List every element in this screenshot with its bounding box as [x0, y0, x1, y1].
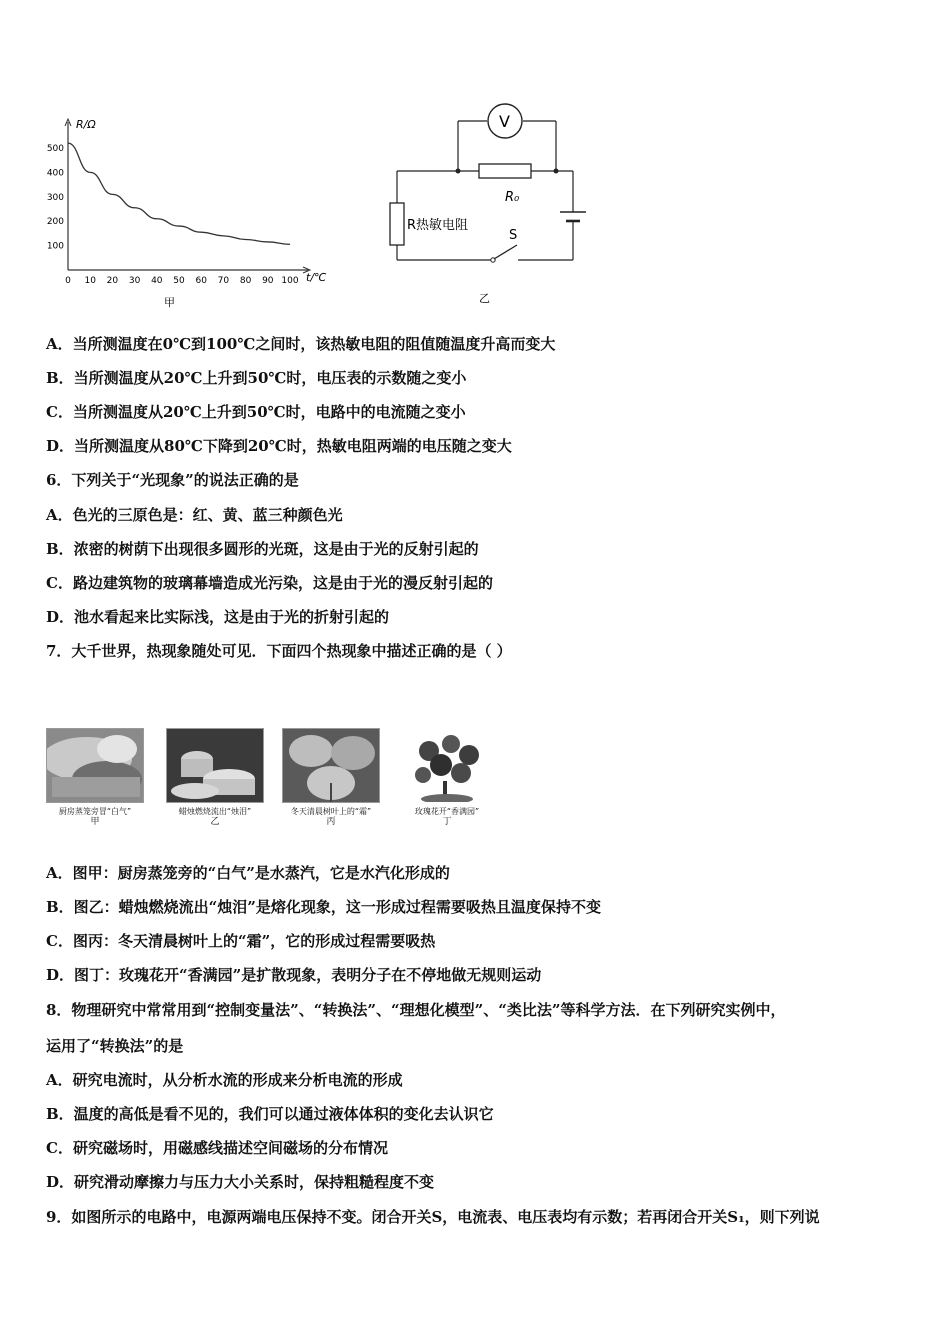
- option-8a: A．研究电流时，从分析水流的形成来分析电流的形成: [46, 1071, 403, 1089]
- graph-caption: 甲: [164, 296, 175, 309]
- photo-label: 甲: [90, 817, 100, 827]
- question-6: 6．下列关于“光现象”的说法正确的是: [46, 471, 299, 489]
- resistor-r0-icon: [479, 164, 531, 178]
- question-8-cont: 运用了“转换法”的是: [46, 1037, 184, 1055]
- resistance-curve: [68, 143, 290, 244]
- graph-axes: [65, 119, 310, 273]
- photo-frost: [282, 728, 380, 828]
- junction-dot: [456, 169, 461, 174]
- option-6b: B．浓密的树荫下出现很多圆形的光斑，这是由于光的反射引起的: [46, 540, 479, 558]
- x-tick-label: 90: [262, 276, 274, 286]
- option-7b: B．图乙：蜡烛燃烧流出“烛泪”是熔化现象，这一形成过程需要吸热且温度保持不变: [46, 898, 601, 916]
- photo-caption: 冬天清晨树叶上的“霜”: [290, 807, 372, 816]
- x-tick-label: 0: [65, 276, 71, 286]
- photo-strip: [46, 728, 506, 836]
- photo-steamer: [46, 728, 144, 828]
- option-6c: C．路边建筑物的玻璃幕墙造成光污染，这是由于光的漫反射引起的: [46, 574, 493, 592]
- x-tick-label: 30: [128, 276, 141, 286]
- switch-label: S: [509, 228, 518, 243]
- option-5b: B．当所测温度从20℃上升到50℃时，电压表的示数随之变小: [46, 369, 467, 387]
- x-axis-label: t/℃: [306, 271, 327, 284]
- option-5a: A．当所测温度在0℃到100℃之间时，该热敏电阻的阻值随温度升高而变大: [46, 335, 556, 353]
- x-tick-label: 80: [239, 276, 252, 286]
- photo-caption: 厨房蒸笼旁冒“白气”: [58, 807, 132, 816]
- photo-label: 乙: [210, 817, 220, 827]
- x-tick-label: 20: [106, 276, 119, 286]
- option-8c: C．研究磁场时，用磁感线描述空间磁场的分布情况: [46, 1139, 388, 1157]
- r0-label: R₀: [505, 190, 520, 205]
- y-tick-label: 100: [46, 241, 64, 252]
- question-8: 8．物理研究中常常用到“控制变量法”、“转换法”、“理想化模型”、“类比法”等科学方法．在下列研究实例中，: [46, 1001, 786, 1019]
- option-7d: D．图丁：玫瑰花开“香满园”是扩散现象，表明分子在不停地做无规则运动: [46, 966, 542, 984]
- frost-image: [282, 728, 380, 803]
- option-5d: D．当所测温度从80℃下降到20℃时，热敏电阻两端的电压随之变大: [46, 437, 512, 455]
- steamer-image: [46, 728, 144, 803]
- option-8b: B．温度的高低是看不见的，我们可以通过液体体积的变化去认识它: [46, 1105, 494, 1123]
- photo-label: 丁: [442, 817, 452, 827]
- question-7: 7．大千世界，热现象随处可见．下面四个热现象中描述正确的是（ ）: [46, 642, 512, 660]
- y-tick-label: 200: [46, 217, 64, 228]
- circuit-diagram: [375, 100, 595, 315]
- graph-ticks: [47, 144, 299, 286]
- circuit-caption: 乙: [479, 292, 490, 305]
- y-tick-label: 400: [46, 168, 64, 179]
- x-tick-label: 40: [151, 276, 163, 286]
- roses-image: [398, 728, 496, 803]
- option-8d: D．研究滑动摩擦力与压力大小关系时，保持粗糙程度不变: [46, 1173, 435, 1191]
- question-9: 9．如图所示的电路中，电源两端电压保持不变。闭合开关S，电流表、电压表均有示数；若再闭合开关S₁，则下列说: [46, 1208, 820, 1226]
- voltmeter-label: V: [499, 112, 510, 131]
- junction-dot: [554, 169, 559, 174]
- y-axis-label: R/Ω: [76, 118, 96, 131]
- option-6a: A．色光的三原色是：红、黄、蓝三种颜色光: [46, 506, 343, 524]
- x-tick-label: 70: [217, 276, 230, 286]
- resistance-temperature-graph: [40, 110, 340, 320]
- option-6d: D．池水看起来比实际浅，这是由于光的折射引起的: [46, 608, 390, 626]
- photo-roses: [398, 728, 496, 828]
- candle-image: [166, 728, 264, 803]
- y-tick-label: 500: [46, 144, 64, 154]
- photo-label: 丙: [326, 817, 336, 827]
- thermistor-label: R热敏电阻: [407, 218, 469, 233]
- x-tick-label: 10: [84, 276, 96, 286]
- option-7c: C．图丙：冬天清晨树叶上的“霜”，它的形成过程需要吸热: [46, 932, 436, 950]
- y-tick-label: 300: [46, 192, 64, 203]
- x-tick-label: 60: [195, 276, 207, 286]
- x-tick-label: 50: [173, 276, 185, 286]
- photo-caption: 玫瑰花开“香满园”: [414, 807, 480, 816]
- photo-caption: 蜡烛燃烧流出“烛泪”: [178, 807, 252, 816]
- switch-icon: [494, 245, 517, 259]
- photo-candle: [166, 728, 264, 828]
- x-tick-label: 100: [281, 276, 299, 286]
- option-5c: C．当所测温度从20℃上升到50℃时，电路中的电流随之变小: [46, 403, 466, 421]
- thermistor-icon: [390, 203, 404, 245]
- option-7a: A．图甲：厨房蒸笼旁的“白气”是水蒸汽，它是水汽化形成的: [46, 864, 450, 882]
